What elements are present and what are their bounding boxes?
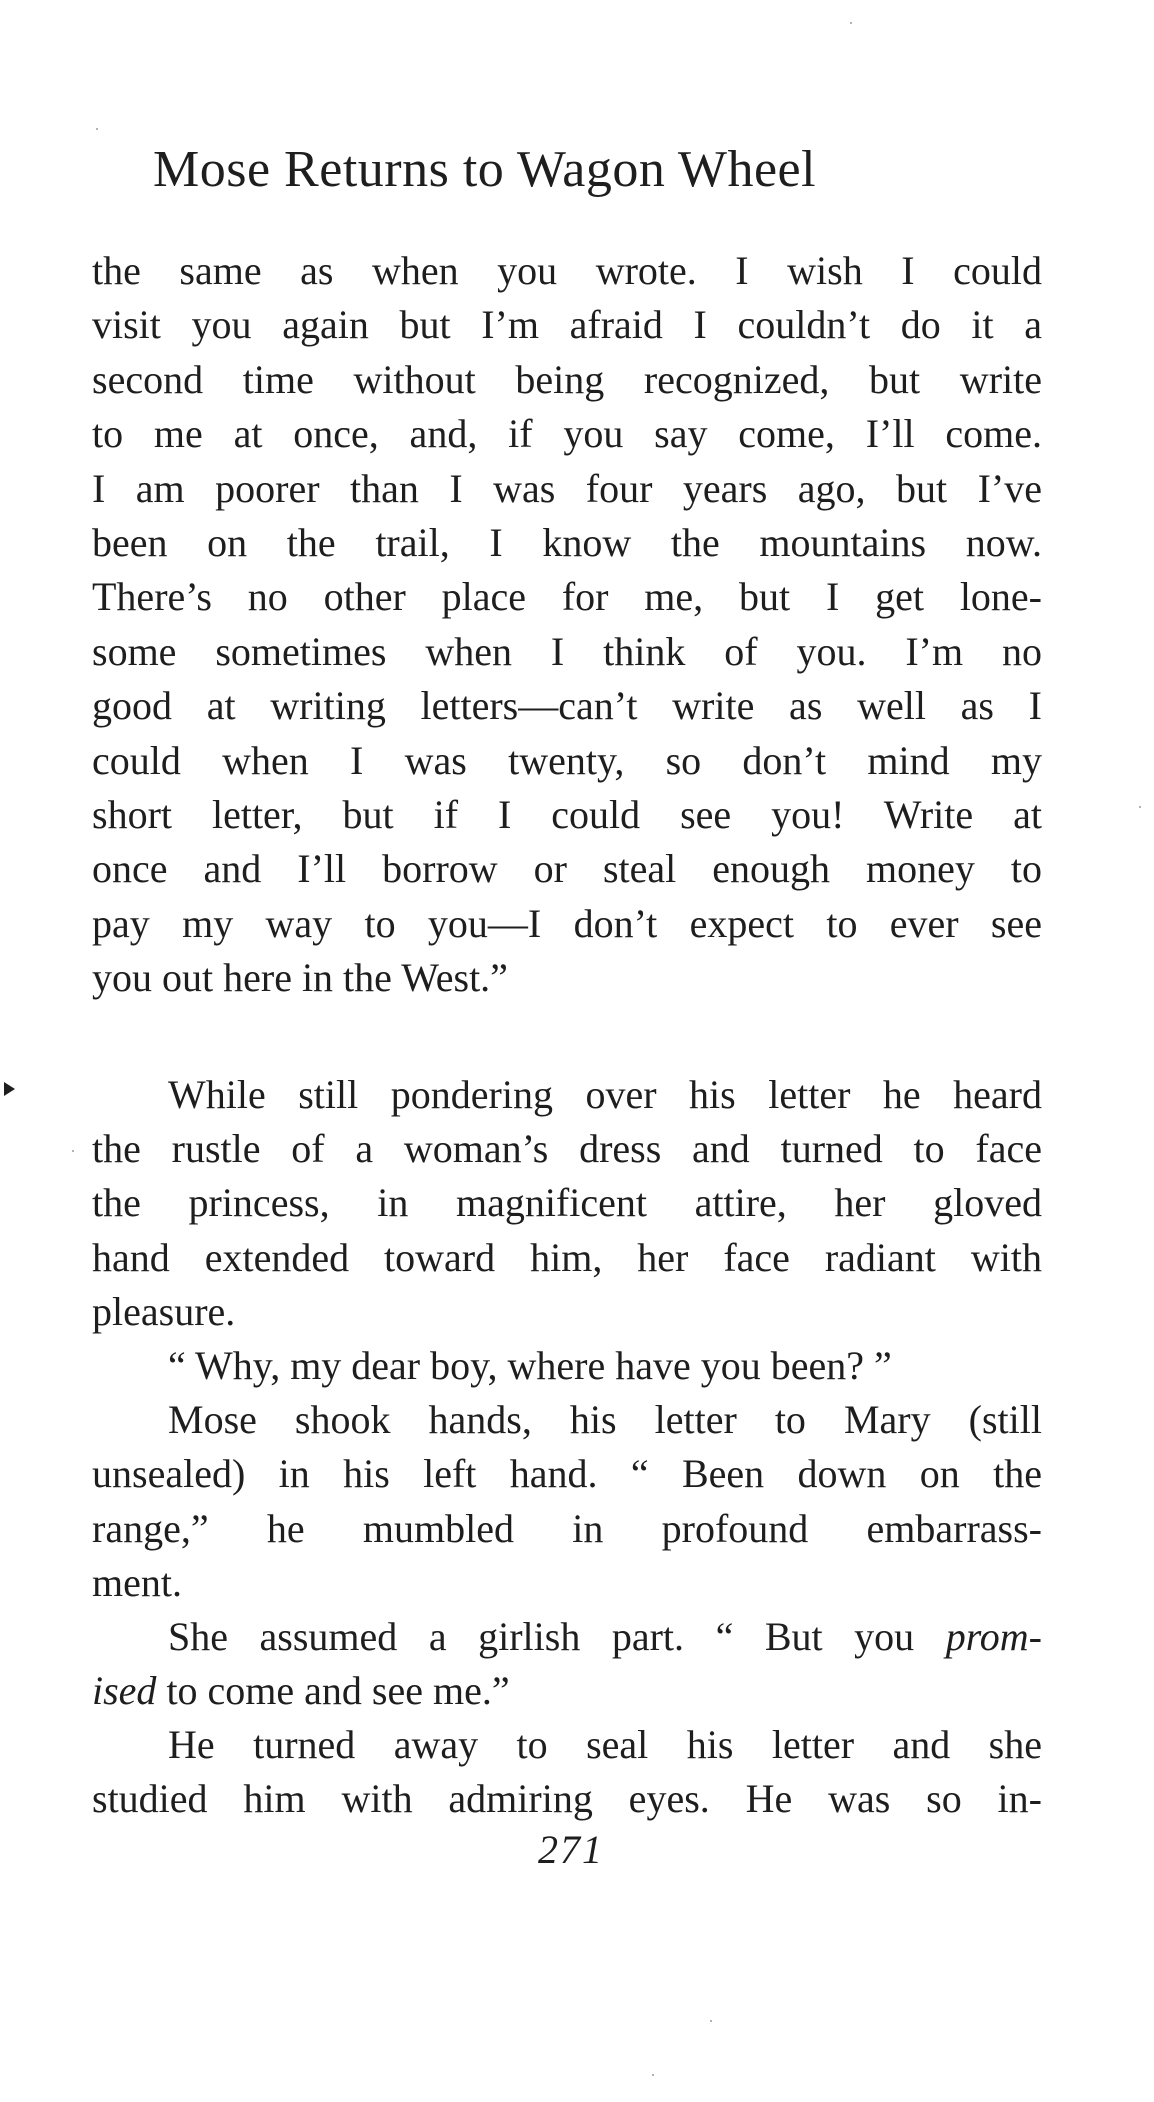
text-line: the same as when you wrote. I wish I could	[92, 248, 1042, 293]
paper-speck	[850, 22, 852, 24]
text-line: pay my way to you—I don’t expect to ever see	[92, 900, 1042, 946]
italic-text: prom-	[945, 1613, 1042, 1659]
text-line: hand extended toward him, her face radiant with	[92, 1234, 1042, 1280]
text-line: I am poorer than I was four years ago, but I’ve	[92, 465, 1042, 511]
italic-text: ised	[92, 1668, 157, 1714]
text-line: While still pondering over his letter he heard	[168, 1072, 1042, 1117]
text-line	[92, 1664, 1042, 1718]
text-line: He turned away to seal his letter and she	[168, 1722, 1042, 1768]
text-line: “ Why, my dear boy, where have you been? ”	[168, 1342, 892, 1388]
text-line: to me at once, and, if you say come, I’ll come.	[92, 411, 1042, 457]
text-line: range,” he mumbled in profound embarrass-	[92, 1505, 1042, 1551]
text-line: Mose shook hands, his letter to Mary (still	[168, 1397, 1042, 1443]
paper-speck	[710, 2020, 712, 2022]
text-line: visit you again but I’m afraid I couldn’t do it a	[92, 302, 1042, 348]
text-line: ment.	[92, 1559, 182, 1605]
text-line: once and I’ll borrow or steal enough money to	[92, 846, 1042, 892]
paper-speck	[1139, 806, 1141, 808]
paper-speck	[96, 128, 98, 130]
text-run: to come and see me.”	[156, 1668, 510, 1714]
page-number: 271	[538, 1827, 604, 1872]
narrative-text	[92, 1068, 1042, 1827]
text-line: been on the trail, I know the mountains now.	[92, 519, 1042, 565]
text-line	[92, 1610, 1042, 1664]
text-line: There’s no other place for me, but I get lone-	[92, 574, 1042, 620]
text-line: studied him with admiring eyes. He was so in-	[92, 1776, 1042, 1822]
running-head: Mose Returns to Wagon Wheel	[153, 141, 817, 198]
text-line: good at writing letters—can’t write as well as I	[92, 683, 1042, 729]
text-line: the princess, in magnificent attire, her gloved	[92, 1180, 1042, 1226]
text-line: you out here in the West.”	[92, 955, 508, 1001]
paper-speck	[652, 2074, 654, 2076]
margin-mark	[4, 1082, 15, 1096]
text-line: unsealed) in his left hand. “ Been down on the	[92, 1451, 1042, 1497]
text-line: some sometimes when I think of you. I’m no	[92, 628, 1042, 674]
text-line: pleasure.	[92, 1288, 236, 1334]
paper-speck	[72, 1150, 74, 1152]
text-line: could when I was twenty, so don’t mind my	[92, 737, 1042, 783]
text-line: second time without being recognized, but write	[92, 356, 1042, 402]
text-line: short letter, but if I could see you! Write at	[92, 791, 1042, 837]
letter-paragraph	[92, 244, 1042, 1005]
text-run: She assumed a girlish part. “ But you	[168, 1613, 946, 1659]
text-line: the rustle of a woman’s dress and turned to face	[92, 1126, 1042, 1172]
